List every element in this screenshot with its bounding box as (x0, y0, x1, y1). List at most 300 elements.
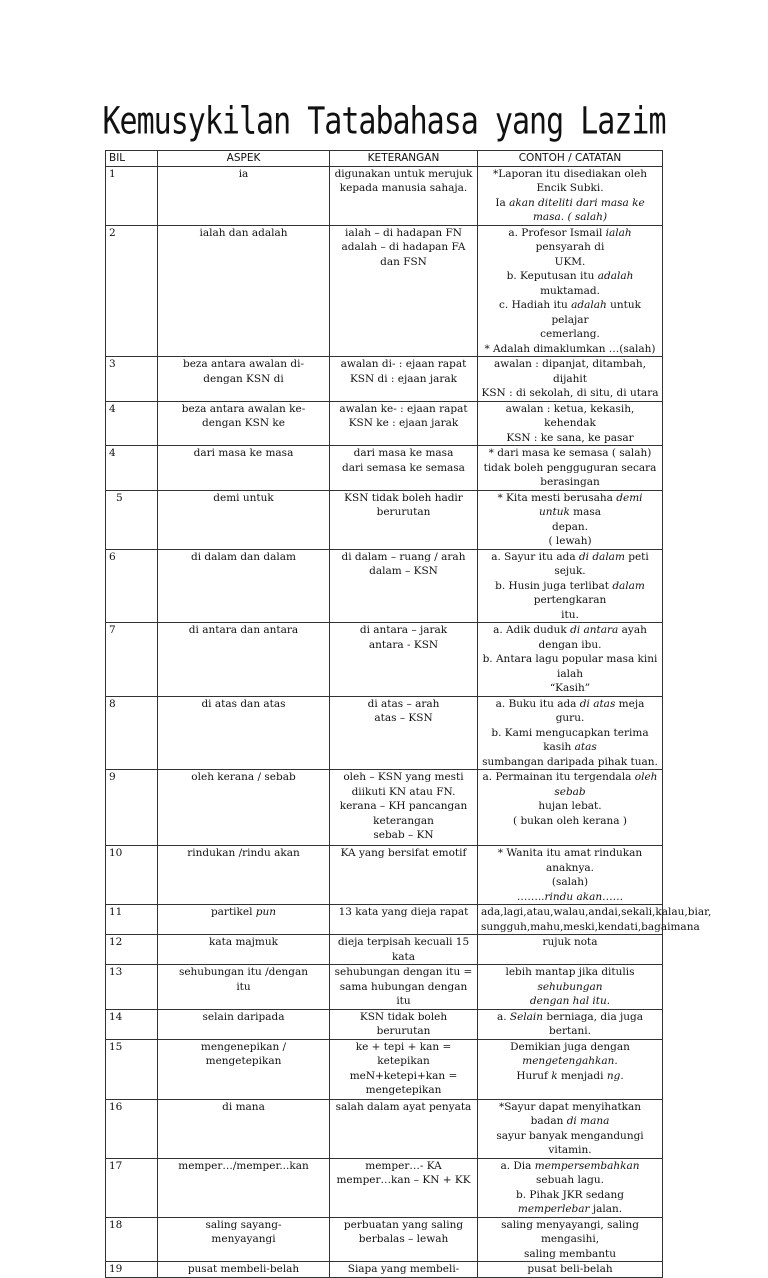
cell-text: ada,lagi,atau,walau,andai,sekali,kalau,biar, (481, 906, 712, 918)
cell-line (333, 402, 474, 417)
cell-text: sumbangan daripada pihak tuan. (482, 755, 658, 768)
cell-line (481, 1100, 659, 1129)
cell-line (481, 357, 659, 386)
cell-text: sehubungan dengan itu = (334, 966, 473, 978)
cell-keterangan (330, 1099, 478, 1158)
cell-line (333, 372, 474, 387)
table-body (106, 166, 712, 1277)
cell-text: Ia (495, 196, 506, 209)
cell-keterangan (330, 935, 478, 965)
cell-text: ketepikan (377, 1055, 430, 1067)
cell-line (481, 402, 659, 431)
cell-text: KSN tidak boleh hadir (344, 491, 463, 504)
italic-text: mempersembahkan (534, 1159, 640, 1172)
cell-keterangan (330, 357, 478, 402)
cell-text: cemerlang. (540, 328, 600, 340)
cell-bil: 2 (106, 225, 158, 357)
cell-contoh (478, 357, 663, 402)
table-row (106, 1039, 663, 1099)
cell-text: b. Keputusan itu (506, 270, 598, 282)
cell-line (333, 1083, 474, 1098)
italic-text: atas (574, 741, 597, 753)
italic-text: sehubungan (537, 980, 603, 993)
cell-line (481, 935, 659, 950)
cell-line (161, 1100, 326, 1115)
cell-line (161, 550, 326, 565)
cell-text: rindukan /rindu akan (187, 847, 300, 859)
cell-aspek (158, 696, 330, 770)
cell-text: (salah) (551, 876, 589, 888)
cell-text: dari masa ke masa (353, 447, 454, 459)
cell-keterangan (330, 166, 478, 225)
cell-aspek (158, 225, 330, 357)
cell-text: a. Buku itu ada (495, 697, 580, 710)
table-header-row (106, 151, 663, 167)
cell-aspek (158, 357, 330, 402)
cell-text: selain daripada (202, 1010, 285, 1023)
cell-text: digunakan untuk merujuk (334, 167, 473, 180)
cell-aspek (158, 166, 330, 225)
cell-text: KSN di : ejaan jarak (349, 372, 458, 385)
cell-text: masa (569, 506, 602, 518)
cell-line (481, 226, 659, 255)
italic-text: pun (255, 906, 277, 918)
cell-line (161, 770, 326, 785)
cell-contoh (478, 225, 663, 357)
table-row (106, 1217, 663, 1262)
table-row (106, 623, 663, 697)
cell-line (333, 785, 474, 800)
cell-text: “Kasih” (549, 682, 591, 694)
cell-line (481, 814, 659, 829)
cell-text: sebuah lagu. (536, 1174, 604, 1186)
cell-keterangan (330, 1009, 478, 1039)
cell-bil: 4 (106, 401, 158, 446)
cell-text: muktamad. (540, 284, 600, 297)
cell-text: dari masa ke masa (193, 447, 294, 459)
italic-text: ng. (606, 1069, 624, 1082)
cell-line (161, 1232, 326, 1247)
cell-text: demi untuk (213, 491, 274, 504)
cell-text: oleh kerana / sebab (191, 771, 296, 783)
italic-text: akan diteliti dari masa ke masa. ( salah) (505, 196, 645, 223)
cell-line (333, 1159, 474, 1174)
cell-line (333, 505, 474, 520)
cell-text: mengetepikan (365, 1084, 442, 1096)
cell-line (481, 1188, 659, 1217)
cell-text: sama hubungan dengan itu (339, 980, 468, 1007)
cell-bil: 14 (106, 1009, 158, 1039)
cell-text: menjadi (557, 1069, 607, 1082)
table-row (106, 965, 663, 1010)
cell-line (481, 579, 659, 608)
italic-text: rindu akan…… (544, 890, 624, 903)
table-row (106, 846, 663, 905)
cell-aspek (158, 549, 330, 623)
cell-text: sehubungan itu /dengan (178, 966, 309, 978)
cell-keterangan (330, 905, 478, 935)
cell-text: a. Sayur itu ada (491, 550, 579, 563)
cell-text: meN+ketepi+kan = (349, 1069, 458, 1082)
page-title: Kemusykilan Tatabahasa yang Lazim (102, 99, 666, 144)
cell-line (333, 1040, 474, 1055)
cell-line (481, 994, 659, 1009)
cell-line (161, 372, 326, 387)
cell-aspek (158, 935, 330, 965)
cell-text: ialah – di hadapan FN (345, 226, 462, 239)
table-row (106, 225, 663, 357)
cell-aspek (158, 965, 330, 1010)
italic-text: Selain (509, 1010, 544, 1023)
italic-text: demi untuk (538, 491, 643, 518)
cell-text: ia (238, 167, 249, 180)
cell-text: oleh – KSN yang mesti (343, 771, 464, 783)
cell-text: mengetepikan (205, 1055, 282, 1067)
cell-text: di dalam – ruang / arah (341, 550, 466, 563)
table-row (106, 357, 663, 402)
cell-text: mengenepikan / (200, 1040, 287, 1053)
cell-line (161, 402, 326, 417)
italic-text: oleh sebab (554, 771, 658, 798)
cell-line (333, 446, 474, 461)
cell-text: 13 kata yang dieja rapat (338, 906, 469, 918)
cell-line (333, 1232, 474, 1247)
cell-line (333, 226, 474, 241)
cell-text: adalah – di hadapan FA (341, 241, 466, 253)
table-row (106, 696, 663, 770)
cell-aspek (158, 401, 330, 446)
cell-text: pusat beli-belah (527, 1263, 613, 1275)
cell-text: *Laporan itu disediakan oleh Encik Subki. (493, 167, 647, 194)
cell-line (333, 1218, 474, 1233)
cell-text: perbuatan yang saling (343, 1218, 464, 1231)
cell-line (333, 935, 474, 950)
cell-bil: 3 (106, 357, 158, 402)
cell-text: * dari masa ke semasa ( salah) (488, 447, 652, 459)
cell-text: kata (391, 950, 416, 963)
cell-bil: 1 (106, 166, 158, 225)
cell-keterangan (330, 1158, 478, 1217)
cell-aspek (158, 905, 330, 935)
cell-contoh (478, 1099, 663, 1158)
cell-text: partikel (210, 906, 256, 918)
cell-aspek (158, 770, 330, 846)
cell-line (481, 1010, 659, 1039)
cell-keterangan (330, 401, 478, 446)
cell-bil: 17 (106, 1158, 158, 1217)
italic-text: k (551, 1069, 558, 1082)
cell-text: pensyarah di (535, 241, 605, 253)
italic-text: dalam (612, 579, 645, 592)
cell-keterangan (330, 846, 478, 905)
cell-line (333, 950, 474, 965)
cell-line (333, 1069, 474, 1084)
cell-text: awalan : ketua, kekasih, kehendak (505, 402, 635, 429)
cell-bil: 8 (106, 696, 158, 770)
cell-bil: 19 (106, 1262, 158, 1278)
table-row (106, 446, 663, 491)
cell-line (333, 638, 474, 653)
cell-line (333, 357, 474, 372)
cell-text: saling membantu (523, 1247, 617, 1260)
cell-line (481, 520, 659, 535)
cell-text: KSN : ke sana, ke pasar (506, 431, 634, 444)
cell-text: hujan lebat. (538, 800, 602, 812)
cell-text: peti sejuk. (554, 550, 649, 577)
cell-line (481, 1262, 659, 1277)
italic-text: di dalam (578, 550, 625, 563)
cell-line (481, 905, 712, 920)
cell-line (161, 623, 326, 638)
cell-line (481, 446, 659, 461)
cell-text: memper…/memper...kan (178, 1159, 309, 1172)
cell-text: * Adalah dimaklumkan …(salah) (484, 342, 656, 355)
cell-text: awalan di- : ejaan rapat (340, 358, 467, 370)
cell-line (481, 550, 659, 579)
italic-text: di atas (579, 697, 616, 710)
cell-text: saling sayang- (205, 1218, 282, 1231)
table-row (106, 1009, 663, 1039)
cell-text: di dalam dan dalam (191, 550, 296, 563)
italic-text: adalah (571, 299, 607, 311)
cell-text: *Sayur dapat menyihatkan badan (498, 1100, 642, 1127)
cell-text: * Wanita itu amat rindukan anaknya. (497, 847, 643, 874)
italic-text: ialah (605, 226, 632, 239)
italic-text: dengan hal itu. (529, 995, 611, 1007)
cell-keterangan (330, 490, 478, 549)
cell-line (481, 255, 659, 270)
cell-text: ke + tepi + kan = (355, 1040, 452, 1053)
cell-line (161, 980, 326, 995)
cell-line (161, 1040, 326, 1055)
cell-line (161, 905, 326, 920)
cell-line (161, 226, 326, 241)
cell-line (481, 623, 659, 652)
table-row (106, 401, 663, 446)
cell-line (333, 181, 474, 196)
cell-aspek (158, 446, 330, 491)
cell-line (333, 828, 474, 843)
cell-bil: 18 (106, 1217, 158, 1262)
cell-text: keterangan (373, 814, 434, 827)
cell-bil: 15 (106, 1039, 158, 1099)
cell-keterangan (330, 225, 478, 357)
cell-aspek (158, 1158, 330, 1217)
cell-line (481, 1218, 659, 1247)
cell-line (481, 461, 659, 490)
cell-text: ( lewah) (548, 535, 592, 547)
cell-line (481, 491, 659, 520)
cell-text: rujuk nota (542, 936, 598, 948)
cell-line (333, 1010, 474, 1039)
cell-aspek (158, 1099, 330, 1158)
table-row (106, 935, 663, 965)
table-row (106, 1262, 663, 1278)
cell-line (481, 770, 659, 799)
cell-line (333, 980, 474, 1009)
cell-text: ialah dan adalah (199, 226, 288, 239)
cell-line (481, 1159, 659, 1188)
cell-text: UKM. (554, 255, 586, 268)
cell-line (333, 491, 474, 506)
table-row (106, 1099, 663, 1158)
cell-text: kerana – KH pancangan (339, 800, 468, 812)
cell-text: diikuti KN atau FN. (351, 785, 456, 798)
cell-line (161, 965, 326, 980)
cell-line (161, 357, 326, 372)
cell-bil: 12 (106, 935, 158, 965)
italic-text: memperlebar (517, 1203, 590, 1215)
cell-line (481, 1247, 659, 1262)
header-bil: BIL (106, 151, 158, 167)
table-row (106, 166, 663, 225)
table-row (106, 905, 663, 935)
cell-text: di mana (222, 1100, 265, 1113)
italic-text: di antara (570, 624, 619, 636)
cell-contoh (478, 1262, 663, 1278)
cell-text: Huruf (516, 1069, 552, 1082)
cell-line (481, 298, 659, 327)
cell-bil: 6 (106, 549, 158, 623)
cell-bil: 16 (106, 1099, 158, 1158)
cell-line (161, 167, 326, 182)
cell-text: berbalas – lewah (358, 1233, 449, 1245)
cell-aspek (158, 1039, 330, 1099)
cell-bil: 10 (106, 846, 158, 905)
cell-line (481, 386, 659, 401)
cell-contoh (478, 696, 663, 770)
cell-contoh (478, 490, 663, 549)
cell-text: untuk pelajar (551, 299, 641, 326)
cell-text: b. Kami mengucapkan terima kasih (491, 726, 649, 753)
cell-text: sungguh,mahu,meski,kendati,bagaimana (481, 920, 700, 933)
cell-line (333, 564, 474, 579)
cell-line (481, 1129, 659, 1158)
cell-line (333, 623, 474, 638)
cell-text: a. Adik duduk (493, 624, 571, 636)
cell-contoh (478, 770, 663, 846)
cell-contoh (478, 905, 712, 935)
cell-contoh (478, 1009, 663, 1039)
cell-text: a. (496, 1010, 510, 1023)
cell-line (333, 1054, 474, 1069)
cell-bil: 7 (106, 623, 158, 697)
cell-text: KSN : di sekolah, di situ, di utara (481, 387, 659, 399)
cell-line (481, 755, 659, 770)
cell-text: …….. (516, 890, 545, 903)
cell-text: sayur banyak mengandungi vitamin. (496, 1129, 644, 1156)
cell-text: c. Hadiah itu (499, 299, 572, 311)
cell-contoh (478, 1039, 663, 1099)
cell-text: memper…kan – KN + KK (336, 1174, 471, 1186)
cell-line (161, 1159, 326, 1174)
cell-text: dieja terpisah kecuali 15 (337, 936, 470, 948)
cell-text: saling menyayangi, saling mengasihi, (501, 1218, 639, 1245)
cell-aspek (158, 846, 330, 905)
cell-contoh (478, 401, 663, 446)
cell-text: menyayangi (211, 1233, 276, 1245)
cell-line (481, 1069, 659, 1084)
cell-line (481, 167, 659, 196)
cell-text: dan FSN (380, 255, 427, 268)
cell-line (481, 269, 659, 298)
cell-line (333, 697, 474, 712)
cell-text: awalan ke- : ejaan rapat (339, 402, 468, 415)
cell-contoh (478, 166, 663, 225)
cell-line (481, 342, 659, 357)
cell-line (161, 1010, 326, 1025)
cell-line (333, 905, 474, 920)
cell-contoh (478, 549, 663, 623)
cell-text: ayah dengan ibu. (538, 624, 647, 651)
cell-line (333, 461, 474, 476)
cell-text: itu. (561, 608, 579, 621)
cell-line (333, 814, 474, 829)
cell-text: b. Antara lagu popular masa kini ialah (482, 653, 658, 680)
cell-line (481, 196, 659, 225)
cell-text: KA yang bersifat emotif (340, 847, 467, 859)
cell-line (481, 534, 659, 549)
cell-text: pusat membeli-belah (187, 1263, 300, 1275)
cell-line (481, 875, 659, 890)
header-contoh: CONTOH / CATATAN (478, 151, 663, 167)
cell-text: dengan KSN di (203, 372, 284, 385)
cell-text: dari semasa ke semasa (342, 461, 465, 474)
cell-line (161, 846, 326, 861)
cell-line (333, 1100, 474, 1115)
cell-line (333, 770, 474, 785)
cell-line (161, 935, 326, 950)
cell-line (481, 1040, 659, 1069)
cell-line (481, 608, 659, 623)
cell-line (333, 255, 474, 270)
cell-line (481, 681, 659, 696)
cell-text: itu (236, 980, 251, 993)
table-row (106, 549, 663, 623)
cell-text: di antara – jarak (359, 624, 448, 636)
cell-text: di atas dan atas (201, 697, 286, 710)
cell-text: di atas – arah (367, 697, 440, 710)
header-aspek: ASPEK (158, 151, 330, 167)
cell-line (481, 920, 700, 935)
cell-aspek (158, 1262, 330, 1278)
cell-contoh (478, 446, 663, 491)
cell-line (333, 965, 474, 980)
cell-text: b. Pihak JKR sedang (516, 1188, 624, 1201)
cell-text: meja guru. (555, 697, 645, 724)
cell-text: a. Dia (500, 1159, 535, 1172)
cell-text: * Kita mesti berusaha (497, 491, 617, 504)
cell-text: ( bukan oleh kerana ) (513, 814, 627, 827)
cell-aspek (158, 1217, 330, 1262)
cell-line (333, 799, 474, 814)
italic-text: di mana (566, 1115, 610, 1127)
cell-line (481, 431, 659, 446)
cell-line (333, 1262, 474, 1277)
cell-line (481, 652, 659, 681)
cell-keterangan (330, 696, 478, 770)
grammar-table (105, 150, 712, 1278)
cell-text: Demikian juga dengan (510, 1040, 630, 1053)
cell-bil: 4 (106, 446, 158, 491)
cell-line (161, 697, 326, 712)
cell-line (481, 799, 659, 814)
cell-text: tidak boleh pengguguran secara berasingan (483, 461, 657, 488)
cell-text: KSN ke : ejaan jarak (348, 417, 459, 429)
cell-line (161, 491, 326, 506)
italic-text: adalah (597, 270, 634, 282)
cell-text: pertengkaran (533, 594, 607, 606)
